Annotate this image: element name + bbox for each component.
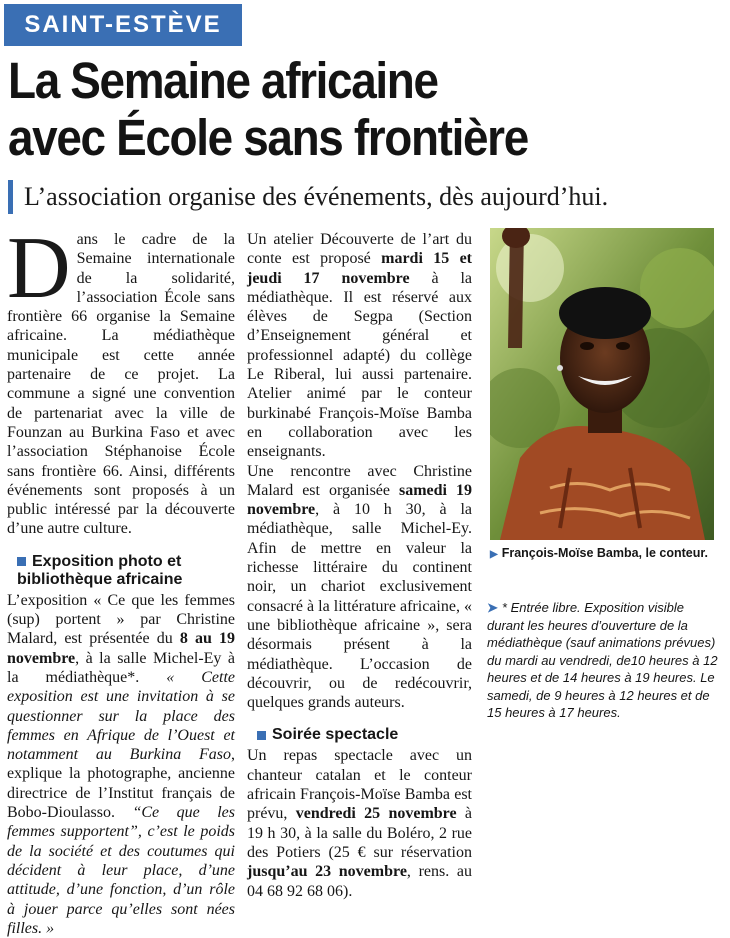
text-run: Un atelier Découverte de l’art du conte est proposé <box>247 231 472 268</box>
intro-text: ans le cadre de la Semaine internationale de la solidarité, l’association École sans frontière 66 organise la Semaine africaine. La médiathèque municipale est cette année partenaire de ce projet. La commune a signé une convention de partenariat avec la ville de Founzan au Burkina Faso et avec l’association Stéphanoise École sans frontière 66. Ainsi, différents événements sont proposés à un public intéressé par la découverte d’une autre culture. <box>7 231 235 538</box>
square-bullet-icon <box>17 557 26 566</box>
date-highlight: vendredi 25 novembre <box>295 805 457 823</box>
text-run: , rens. au 04 68 92 68 06). <box>247 863 472 900</box>
column-2 <box>247 230 472 901</box>
soiree-paragraph <box>247 746 472 900</box>
footnote <box>487 599 719 722</box>
drop-cap: D <box>7 220 71 317</box>
column-1 <box>7 220 235 938</box>
headline-line-2: avec École sans frontière <box>8 109 528 166</box>
caption-marker-icon: ▶ <box>490 549 498 560</box>
text-run: , explique la photographe, ancienne directrice de l’Institut français de Bobo-Dioulasso. <box>7 746 235 822</box>
section-heading-soiree <box>247 726 472 744</box>
photo-illustration <box>490 228 714 540</box>
text-run: , à la salle Michel-Ey à la médiathèque*. <box>7 649 235 686</box>
headline <box>8 52 652 166</box>
portrait-photo <box>490 228 714 540</box>
rencontre-paragraph <box>247 462 472 713</box>
date-highlight: jusqu’au 23 novembre <box>247 863 407 881</box>
intro-paragraph <box>7 220 235 539</box>
caption-text: François-Moïse Bamba, le conteur. <box>501 546 709 560</box>
photo-caption <box>490 545 714 563</box>
text-run: L’exposition « Ce que les femmes (sup) portent » par Christine Malard, est présentée du <box>7 591 235 648</box>
quote: “Ce que les femmes supportent”, c’est le poids de la société et des coutumes qui décident à leur place, d’une attitude, d’une fonction, d’un rôle à jouer parce qu’elles sont nées filles. » <box>7 804 235 937</box>
arrow-icon: ➤ <box>487 600 498 615</box>
subtitle: L’association organise des événements, dès aujourd’hui. <box>8 180 730 214</box>
column-3 <box>487 593 719 722</box>
quote: « Cette exposition est une invitation à se questionner sur la place des femmes en Afrique de l’Ouest et notamment au Burkina Faso <box>7 668 235 764</box>
headline-line-1: La Semaine africaine <box>8 52 438 109</box>
date-highlight: samedi 19 novembre <box>247 481 472 519</box>
section-heading-text: Soirée spectacle <box>272 726 399 744</box>
square-bullet-icon <box>257 731 266 740</box>
text-run: à la médiathèque. Il est réservé aux élèves de Segpa (Section d’Enseignement général et professionnel adapté) du collège Le Riberal, lui aussi partenaire. Atelier animé par le conteur burkinabé François-Moïse Bamba en collaboration avec les enseignants. <box>247 269 472 461</box>
date-highlight: mardi 15 et jeudi 17 novembre <box>247 250 472 287</box>
section-heading-exposition <box>7 553 235 589</box>
section-kicker: SAINT-ESTÈVE <box>4 4 242 46</box>
section-heading-text: Exposition photo et bibliothèque africaine <box>17 552 183 588</box>
footnote-text: * Entrée libre. Exposition visible durant les heures d’ouverture de la médiathèque (sauf animations prévues) du mardi au vendredi, de10 heures à 12 heures et de 14 heures à 19 heures. Le samedi, de 9 heures à 12 heures et de 15 heures à 17 heures. <box>487 600 718 720</box>
date-highlight: 8 au 19 novembre <box>7 630 235 667</box>
text-run: Un repas spectacle avec un chanteur catalan et le conteur africain François-Moïse Bamba est prévu, <box>247 747 472 823</box>
atelier-paragraph <box>247 230 472 462</box>
text-run: Une rencontre avec Christine Malard est organisée <box>247 462 472 499</box>
exposition-paragraph <box>7 591 235 938</box>
text-run: , à 10 h 30, à la médiathèque, salle Michel-Ey. Afin de mettre en valeur la richesse littéraire du continent noir, un chariot exclusivement consacré à la littérature africaine, « une bibliothèque africaine », sera désormais présent à la médiathèque. L’occasion de découvrir, ou de redécouvrir, quelques grands auteurs. <box>247 501 472 712</box>
text-run: à 19 h 30, à la salle du Boléro, 2 rue des Potiers (25 € sur réservation <box>247 805 472 861</box>
